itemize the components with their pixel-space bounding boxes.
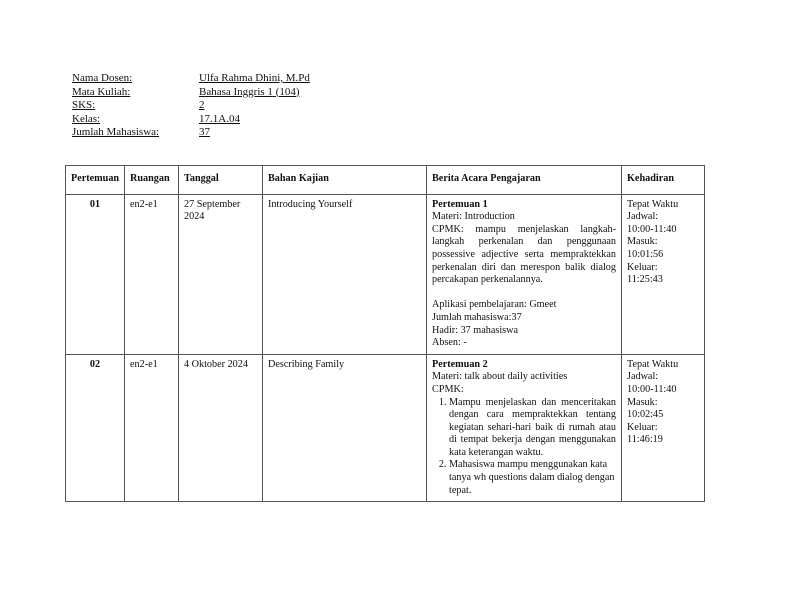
schedule-label: Jadwal: — [627, 211, 659, 223]
attendance — [622, 354, 705, 502]
class-value: 17.1A.04 — [199, 112, 240, 125]
report-materi: Materi: Introduction — [432, 211, 515, 223]
checkout-label: Keluar: — [627, 261, 658, 273]
schedule-value: 10:00-11:40 — [627, 383, 677, 395]
course-label: Mata Kuliah: — [72, 85, 131, 98]
checkout-value: 11:25:43 — [627, 274, 663, 286]
teaching-report — [427, 194, 622, 354]
table-header-row — [66, 166, 705, 195]
checkin-value: 10:02:45 — [627, 409, 664, 421]
col-header-berita-acara: Berita Acara Pengajaran — [427, 166, 622, 195]
course-info — [72, 72, 310, 140]
table-row — [66, 194, 705, 354]
report-absent: Absen: - — [432, 337, 467, 349]
checkin-label: Masuk: — [627, 396, 658, 408]
class-label: Kelas: — [72, 112, 101, 125]
report-app: Aplikasi pembelajaran: Gmeet — [432, 299, 557, 311]
teaching-log-table — [65, 165, 705, 502]
report-present: Hadir: 37 mahasiswa — [432, 324, 519, 336]
col-header-kehadiran: Kehadiran — [622, 166, 705, 195]
col-header-tanggal: Tanggal — [179, 166, 263, 195]
spacer — [432, 287, 616, 300]
table-row — [66, 354, 705, 502]
topic: Introducing Yourself — [263, 194, 427, 354]
course-value: Bahasa Inggris 1 (104) — [199, 85, 300, 98]
students-label: Jumlah Mahasiswa: — [72, 126, 160, 139]
credits-value: 2 — [199, 99, 205, 112]
attendance-status: Tepat Waktu — [627, 198, 679, 210]
col-header-bahan-kajian: Bahan Kajian — [263, 166, 427, 195]
info-row-lecturer — [72, 72, 310, 86]
cpmk-list — [432, 397, 616, 498]
col-header-pertemuan: Pertemuan — [66, 166, 125, 195]
info-row-course — [72, 86, 310, 100]
room: en2-e1 — [125, 354, 179, 502]
date: 4 Oktober 2024 — [179, 354, 263, 502]
lecturer-value: Ulfa Rahma Dhini, M.Pd — [199, 72, 310, 84]
teaching-report — [427, 354, 622, 502]
attendance-status: Tepat Waktu — [627, 358, 679, 370]
report-cpmk: CPMK: mampu menjelaskan langkah-langkah perkenalan dan penggunaan possessive adjective serta mempraktekkan perkenalan diri dan merespon balik dialog percakapan perkenalannya. — [432, 223, 616, 286]
lecturer-label: Nama Dosen: — [72, 72, 133, 84]
checkout-label: Keluar: — [627, 421, 658, 433]
col-header-ruangan: Ruangan — [125, 166, 179, 195]
meeting-number: 01 — [66, 194, 125, 354]
meeting-number: 02 — [66, 354, 125, 502]
cpmk-item: 2. Mahasiswa mampu menggunakan kata tanya wh questions dalam dialog dengan tepat. — [449, 459, 616, 497]
report-student-count: Jumlah mahasiswa:37 — [432, 311, 522, 323]
checkout-value: 11:46:19 — [627, 434, 663, 446]
schedule-label: Jadwal: — [627, 371, 659, 383]
report-title: Pertemuan 2 — [432, 358, 488, 370]
checkin-value: 10:01:56 — [627, 248, 664, 260]
checkin-label: Masuk: — [627, 236, 658, 248]
report-cpmk-label: CPMK: — [432, 383, 464, 395]
credits-label: SKS: — [72, 99, 96, 112]
topic: Describing Family — [263, 354, 427, 502]
room: en2-e1 — [125, 194, 179, 354]
info-row-students — [72, 126, 310, 140]
date: 27 September 2024 — [179, 194, 263, 354]
info-row-credits — [72, 99, 310, 113]
attendance — [622, 194, 705, 354]
students-value: 37 — [199, 126, 210, 139]
schedule-value: 10:00-11:40 — [627, 223, 677, 235]
report-materi: Materi: talk about daily activities — [432, 371, 568, 383]
report-title: Pertemuan 1 — [432, 198, 488, 210]
info-row-class — [72, 113, 310, 127]
cpmk-item: 1. Mampu menjelaskan dan menceritakan dengan cara mempraktekkan tentang kegiatan sehari-hari baik di rumah atau di tempat bekerja dengan menggunakan kata keterangan waktu. — [449, 397, 616, 460]
